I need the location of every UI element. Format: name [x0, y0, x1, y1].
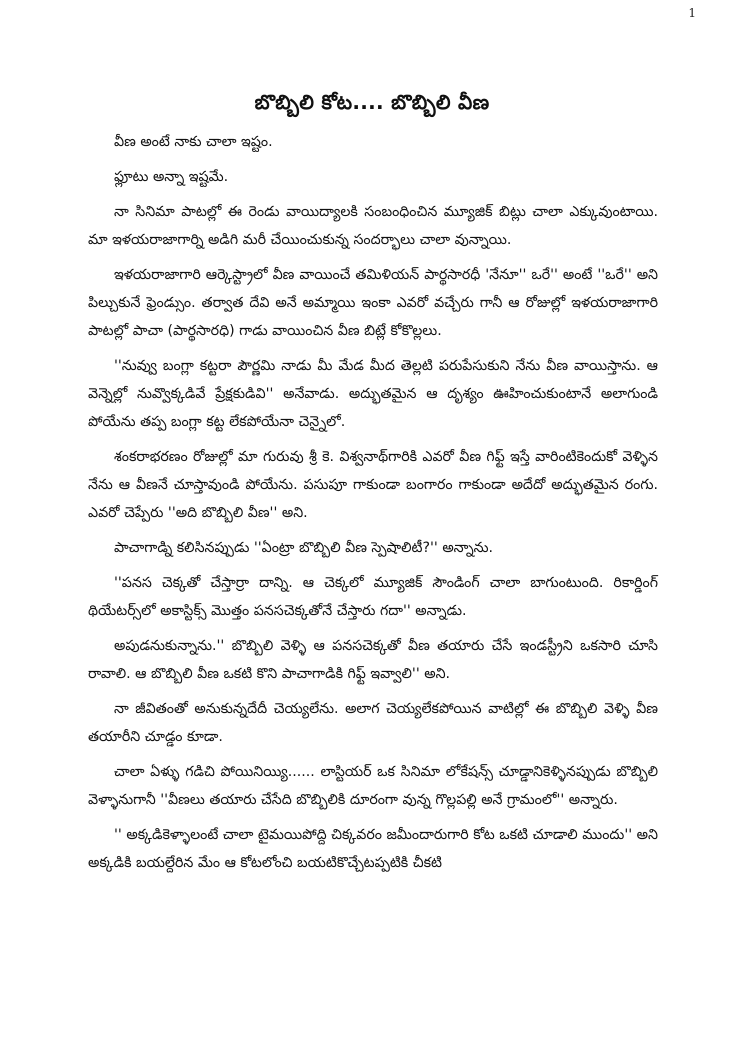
paragraph: పాచాగాడ్ని కలిసినప్పుడు ''ఏంట్రా బొబ్బిలి వీణ స్పెషాలిటీ?'' అన్నాను.: [114, 540, 493, 556]
paragraph: ''నువ్వు బంగ్లా కట్టరా పౌర్ణమి నాడు మీ మేడ మీద తెల్లటి పరుపేసుకుని నేను వీణ వాయిస్తాను. ఆ వెన్నెల్లో నువ్వొక్కడివే ప్రేక్షకుడివి'' అనేవాడు. అద్భుతమైన ఆ దృశ్యం ఊహించుకుంటానే అలాగుండి పోయేను తప్ప బంగ్లా కట్ట లేకపోయేనా చెన్నైలో.: [88, 358, 658, 430]
paragraph: శంకరాభరణం రోజుల్లో మా గురువు శ్రీ కె. విశ్వనాథ్‌గారికి ఎవరో వీణ గిఫ్ట్ ఇస్తే వారింటికెందుకో వెళ్ళిన నేను ఆ వీణనే చూస్తావుండి పోయేను. పసుపూ గాకుండా బంగారం గాకుండా అదేదో అద్భుతమైన రంగు. ఎవరో చెప్పేరు ''అది బొబ్బిలి వీణ'' అని.: [88, 449, 658, 521]
paragraph: '' అక్కడికెళ్ళాలంటే చాలా టైమయిపోద్ది చిక్కవరం జమీందారుగారి కోట ఒకటి చూడాలి ముందు'' అని అక్కడికి బయల్దేరిన మేం ఆ కోటలోంచి బయటికొచ్చేటప్పటికి చీకటి: [88, 827, 658, 871]
paragraph: నా జీవితంతో అనుకున్నదేదీ చెయ్యలేను. అలాగ చెయ్యలేకపోయిన వాటిల్లో ఈ బొబ్బిలి వెళ్ళి వీణ తయారీని చూడ్డం కూడా.: [88, 701, 658, 745]
paragraph: చాలా ఏళ్ళు గడిచి పోయినియ్యి...... లాస్టియర్ ఒక సినిమా లోకేషన్స్ చూడ్డానికెళ్ళినప్పుడు బొబ్బిలి వెళ్ళానుగానీ ''వీణలు తయారు చేసేది బొబ్బిలికి దూరంగా వున్న గొల్లపల్లి అనే గ్రామంలో'' అన్నారు.: [88, 764, 658, 808]
paragraph: నా సినిమా పాటల్లో ఈ రెండు వాయిద్యాలకి సంబంధించిన మ్యూజిక్ బిట్లు చాలా ఎక్కువుంటాయి. మా ఇళయరాజాగార్ని అడిగి మరీ చేయించుకున్న సందర్భాలు చాలా వున్నాయి.: [88, 204, 658, 248]
paragraph: వీణ అంటే నాకు చాలా ఇష్టం.: [114, 134, 273, 150]
body-text: [88, 128, 658, 884]
paragraph: ఇళయరాజాగారి ఆర్కెస్ట్రాలో వీణ వాయించే తమిళియన్ పార్థసారధీ 'నేనూ'' ఒరే'' అంటే ''ఒరే'' అని పిల్చుకునే ఫ్రెండ్సుం. తర్వాత దేవి అనే అమ్మాయి ఇంకా ఎవరో వచ్చేరు గానీ ఆ రోజుల్లో ఇళయరాజాగారి పాటల్లో పాచా (పార్థసారధి) గాడు వాయించిన వీణ బిట్లే కోకొల్లలు.: [88, 267, 658, 339]
page-number: 1: [688, 6, 696, 20]
paragraph: ''పనస చెక్కతో చేస్తార్రా దాన్ని. ఆ చెక్కలో మ్యూజిక్ సౌండింగ్ చాలా బాగుంటుంది. రికార్డింగ్ థియేటర్స్‌లో అకాస్టిక్స్ మొత్తం పనసచెక్కతోనే చేస్తారు గదా'' అన్నాడు.: [88, 575, 658, 619]
page-title: బొబ్బిలి కోట.... బొబ్బిలి వీణ: [254, 90, 490, 114]
paragraph: అపుడనుకున్నాను.'' బొబ్బిలి వెళ్ళి ఆ పనసచెక్కతో వీణ తయారు చేసే ఇండస్ట్రీని ఒకసారి చూసి రావాలి. ఆ బొబ్బిలి వీణ ఒకటి కొని పాచాగాడికి గిఫ్ట్ ఇవ్వాలి'' అని.: [88, 638, 658, 682]
paragraph: ఫ్లూటు అన్నా ఇష్టమే.: [114, 169, 229, 185]
